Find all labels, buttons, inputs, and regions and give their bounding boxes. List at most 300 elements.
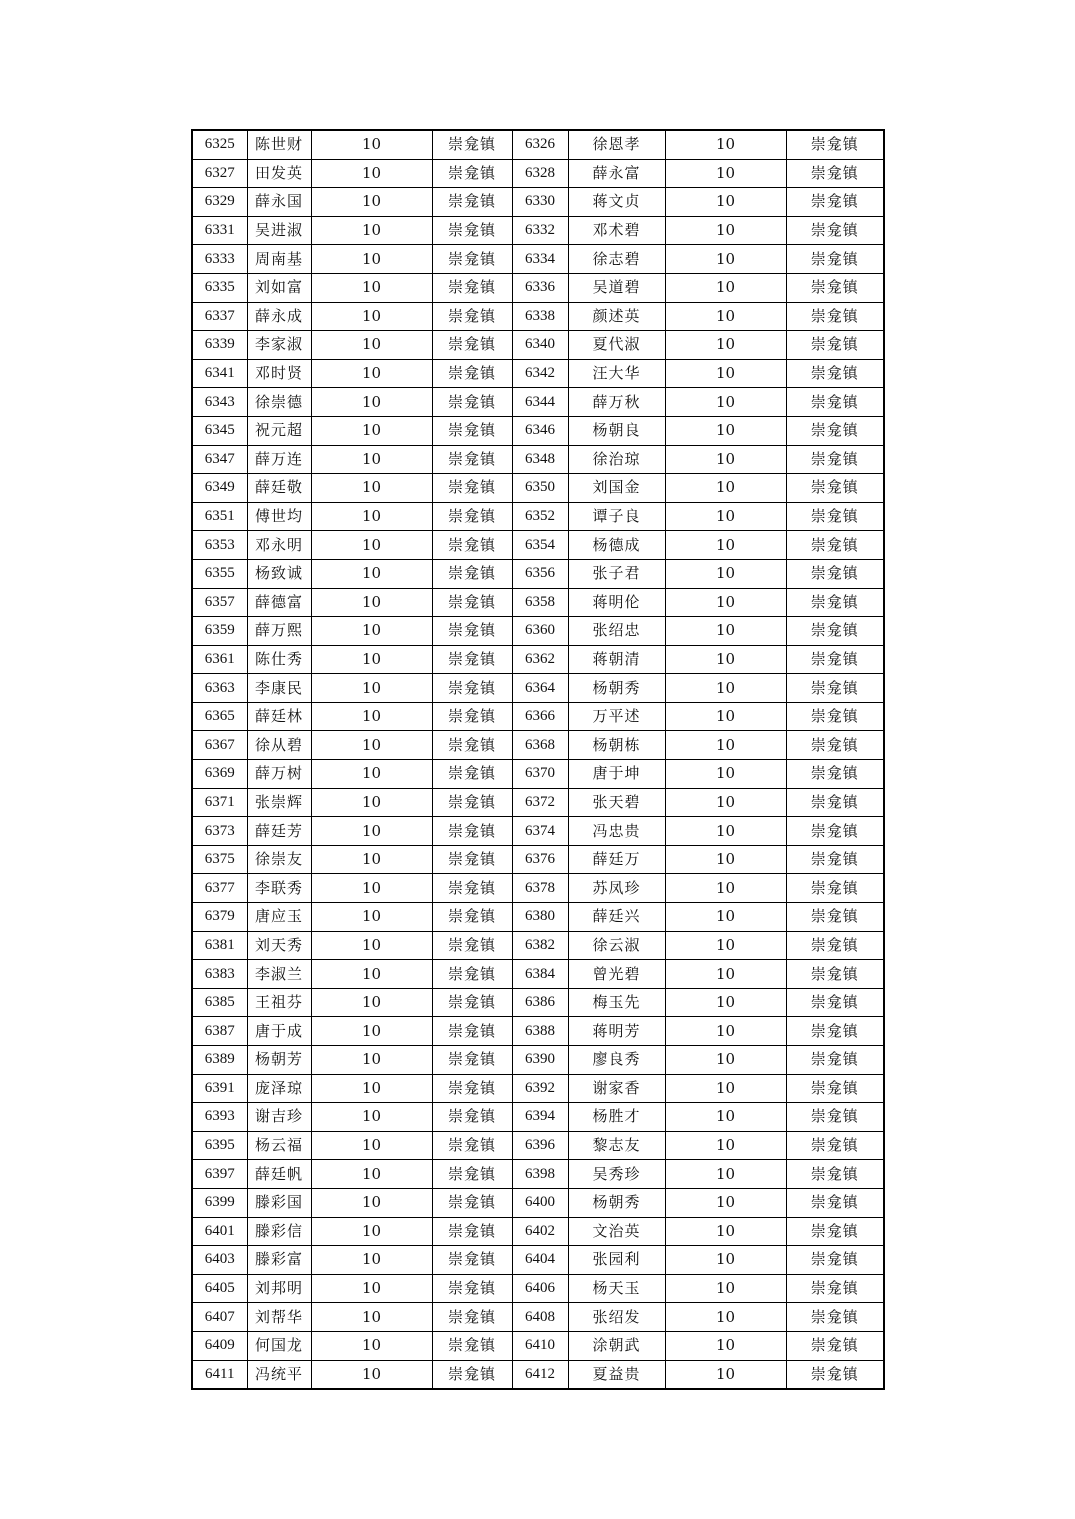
amount-cell: 10 [311,502,432,531]
amount-cell: 10 [665,416,786,445]
serial-number-cell: 6359 [192,617,247,646]
name-cell: 薛廷万 [568,845,665,874]
serial-number-cell: 6338 [512,302,568,331]
town-cell: 崇龛镇 [786,216,884,245]
town-cell: 崇龛镇 [432,1017,512,1046]
serial-number-cell: 6353 [192,531,247,560]
amount-cell: 10 [311,674,432,703]
amount-cell: 10 [311,588,432,617]
name-cell: 刘帮华 [247,1303,311,1332]
table-row [192,1160,884,1189]
serial-number-cell: 6396 [512,1131,568,1160]
town-cell: 崇龛镇 [786,1303,884,1332]
town-cell: 崇龛镇 [786,1017,884,1046]
name-cell: 廖良秀 [568,1046,665,1075]
town-cell: 崇龛镇 [432,817,512,846]
table-row [192,1274,884,1303]
table-row [192,1017,884,1046]
amount-cell: 10 [311,702,432,731]
amount-cell: 10 [311,559,432,588]
town-cell: 崇龛镇 [786,1274,884,1303]
amount-cell: 10 [665,388,786,417]
town-cell: 崇龛镇 [432,302,512,331]
amount-cell: 10 [665,216,786,245]
table-row [192,788,884,817]
town-cell: 崇龛镇 [786,617,884,646]
amount-cell: 10 [311,1131,432,1160]
town-cell: 崇龛镇 [432,1331,512,1360]
amount-cell: 10 [665,874,786,903]
name-cell: 谭子良 [568,502,665,531]
town-cell: 崇龛镇 [786,1074,884,1103]
amount-cell: 10 [311,245,432,274]
town-cell: 崇龛镇 [786,1160,884,1189]
amount-cell: 10 [311,1074,432,1103]
serial-number-cell: 6406 [512,1274,568,1303]
serial-number-cell: 6376 [512,845,568,874]
serial-number-cell: 6393 [192,1103,247,1132]
town-cell: 崇龛镇 [786,845,884,874]
town-cell: 崇龛镇 [432,1217,512,1246]
amount-cell: 10 [311,1160,432,1189]
town-cell: 崇龛镇 [786,559,884,588]
name-cell: 邓术碧 [568,216,665,245]
name-cell: 张园利 [568,1246,665,1275]
amount-cell: 10 [311,273,432,302]
town-cell: 崇龛镇 [786,588,884,617]
table-row [192,817,884,846]
serial-number-cell: 6379 [192,903,247,932]
amount-cell: 10 [311,1274,432,1303]
table-row [192,1074,884,1103]
serial-number-cell: 6401 [192,1217,247,1246]
name-cell: 滕彩信 [247,1217,311,1246]
name-cell: 滕彩富 [247,1246,311,1275]
name-cell: 冯统平 [247,1360,311,1389]
amount-cell: 10 [311,817,432,846]
amount-cell: 10 [665,1217,786,1246]
serial-number-cell: 6369 [192,760,247,789]
town-cell: 崇龛镇 [786,674,884,703]
serial-number-cell: 6405 [192,1274,247,1303]
town-cell: 崇龛镇 [786,1188,884,1217]
town-cell: 崇龛镇 [432,245,512,274]
amount-cell: 10 [311,531,432,560]
name-cell: 夏益贵 [568,1360,665,1389]
town-cell: 崇龛镇 [432,1046,512,1075]
amount-cell: 10 [311,788,432,817]
table-row [192,874,884,903]
table-row [192,1188,884,1217]
serial-number-cell: 6342 [512,359,568,388]
amount-cell: 10 [665,1160,786,1189]
name-cell: 杨云福 [247,1131,311,1160]
town-cell: 崇龛镇 [786,988,884,1017]
table-row [192,302,884,331]
serial-number-cell: 6404 [512,1246,568,1275]
table-row [192,988,884,1017]
amount-cell: 10 [665,731,786,760]
name-cell: 滕彩国 [247,1188,311,1217]
table-row [192,903,884,932]
serial-number-cell: 6335 [192,273,247,302]
amount-cell: 10 [311,903,432,932]
name-cell: 薛廷兴 [568,903,665,932]
town-cell: 崇龛镇 [432,874,512,903]
amount-cell: 10 [311,1103,432,1132]
name-cell: 陈仕秀 [247,645,311,674]
name-cell: 曾光碧 [568,960,665,989]
amount-cell: 10 [665,331,786,360]
town-cell: 崇龛镇 [786,645,884,674]
serial-number-cell: 6402 [512,1217,568,1246]
amount-cell: 10 [665,960,786,989]
town-cell: 崇龛镇 [432,645,512,674]
town-cell: 崇龛镇 [432,331,512,360]
serial-number-cell: 6333 [192,245,247,274]
serial-number-cell: 6395 [192,1131,247,1160]
serial-number-cell: 6347 [192,445,247,474]
table-row [192,559,884,588]
serial-number-cell: 6345 [192,416,247,445]
serial-number-cell: 6397 [192,1160,247,1189]
serial-number-cell: 6388 [512,1017,568,1046]
serial-number-cell: 6380 [512,903,568,932]
name-cell: 唐于坤 [568,760,665,789]
name-cell: 陈世财 [247,130,311,159]
amount-cell: 10 [665,1017,786,1046]
amount-cell: 10 [665,1131,786,1160]
town-cell: 崇龛镇 [432,1274,512,1303]
serial-number-cell: 6331 [192,216,247,245]
serial-number-cell: 6384 [512,960,568,989]
name-cell: 蒋文贞 [568,188,665,217]
town-cell: 崇龛镇 [432,588,512,617]
town-cell: 崇龛镇 [432,903,512,932]
table-row [192,331,884,360]
town-cell: 崇龛镇 [786,1103,884,1132]
town-cell: 崇龛镇 [432,731,512,760]
serial-number-cell: 6374 [512,817,568,846]
town-cell: 崇龛镇 [786,931,884,960]
name-cell: 杨胜才 [568,1103,665,1132]
table-row [192,130,884,159]
serial-number-cell: 6360 [512,617,568,646]
amount-cell: 10 [665,273,786,302]
table-row [192,1246,884,1275]
serial-number-cell: 6348 [512,445,568,474]
town-cell: 崇龛镇 [786,302,884,331]
town-cell: 崇龛镇 [786,960,884,989]
serial-number-cell: 6382 [512,931,568,960]
name-cell: 李家淑 [247,331,311,360]
name-cell: 薛永国 [247,188,311,217]
name-cell: 薛廷敬 [247,474,311,503]
serial-number-cell: 6399 [192,1188,247,1217]
name-cell: 邓时贤 [247,359,311,388]
name-cell: 梅玉先 [568,988,665,1017]
amount-cell: 10 [311,1331,432,1360]
name-cell: 薛廷帆 [247,1160,311,1189]
amount-cell: 10 [311,331,432,360]
amount-cell: 10 [665,474,786,503]
name-cell: 邓永明 [247,531,311,560]
amount-cell: 10 [665,588,786,617]
serial-number-cell: 6410 [512,1331,568,1360]
name-cell: 祝元超 [247,416,311,445]
serial-number-cell: 6378 [512,874,568,903]
name-cell: 刘如富 [247,273,311,302]
amount-cell: 10 [311,760,432,789]
amount-cell: 10 [311,416,432,445]
name-cell: 杨朝栋 [568,731,665,760]
serial-number-cell: 6385 [192,988,247,1017]
amount-cell: 10 [665,645,786,674]
name-cell: 杨德成 [568,531,665,560]
name-cell: 薛万树 [247,760,311,789]
amount-cell: 10 [665,845,786,874]
town-cell: 崇龛镇 [432,188,512,217]
serial-number-cell: 6372 [512,788,568,817]
name-cell: 何国龙 [247,1331,311,1360]
town-cell: 崇龛镇 [786,1046,884,1075]
amount-cell: 10 [665,617,786,646]
name-cell: 杨朝秀 [568,674,665,703]
name-cell: 杨朝秀 [568,1188,665,1217]
name-cell: 谢家香 [568,1074,665,1103]
amount-cell: 10 [665,188,786,217]
serial-number-cell: 6329 [192,188,247,217]
name-cell: 刘天秀 [247,931,311,960]
name-cell: 涂朝武 [568,1331,665,1360]
name-cell: 徐云淑 [568,931,665,960]
serial-number-cell: 6366 [512,702,568,731]
table-row [192,445,884,474]
town-cell: 崇龛镇 [786,1331,884,1360]
serial-number-cell: 6332 [512,216,568,245]
amount-cell: 10 [665,302,786,331]
table-row [192,531,884,560]
town-cell: 崇龛镇 [432,216,512,245]
amount-cell: 10 [311,474,432,503]
town-cell: 崇龛镇 [432,445,512,474]
name-cell: 杨朝芳 [247,1046,311,1075]
amount-cell: 10 [311,1303,432,1332]
serial-number-cell: 6346 [512,416,568,445]
name-cell: 薛万连 [247,445,311,474]
amount-cell: 10 [311,845,432,874]
name-cell: 傅世均 [247,502,311,531]
town-cell: 崇龛镇 [786,702,884,731]
serial-number-cell: 6364 [512,674,568,703]
table-row [192,245,884,274]
town-cell: 崇龛镇 [786,388,884,417]
town-cell: 崇龛镇 [432,474,512,503]
serial-number-cell: 6411 [192,1360,247,1389]
town-cell: 崇龛镇 [432,1303,512,1332]
serial-number-cell: 6328 [512,159,568,188]
serial-number-cell: 6407 [192,1303,247,1332]
town-cell: 崇龛镇 [786,788,884,817]
amount-cell: 10 [665,1046,786,1075]
table-row [192,1046,884,1075]
serial-number-cell: 6326 [512,130,568,159]
table-row [192,416,884,445]
amount-cell: 10 [311,216,432,245]
serial-number-cell: 6394 [512,1103,568,1132]
town-cell: 崇龛镇 [432,1160,512,1189]
name-cell: 薛万熙 [247,617,311,646]
amount-cell: 10 [665,702,786,731]
name-cell: 文治英 [568,1217,665,1246]
town-cell: 崇龛镇 [432,1188,512,1217]
name-cell: 薛永成 [247,302,311,331]
table-row [192,931,884,960]
amount-cell: 10 [311,617,432,646]
amount-cell: 10 [665,1103,786,1132]
town-cell: 崇龛镇 [786,1131,884,1160]
town-cell: 崇龛镇 [786,760,884,789]
name-cell: 李联秀 [247,874,311,903]
serial-number-cell: 6350 [512,474,568,503]
name-cell: 冯忠贵 [568,817,665,846]
town-cell: 崇龛镇 [432,617,512,646]
table-row [192,388,884,417]
amount-cell: 10 [311,645,432,674]
name-cell: 周南基 [247,245,311,274]
amount-cell: 10 [665,1274,786,1303]
serial-number-cell: 6386 [512,988,568,1017]
town-cell: 崇龛镇 [786,416,884,445]
table-row [192,674,884,703]
serial-number-cell: 6370 [512,760,568,789]
serial-number-cell: 6391 [192,1074,247,1103]
amount-cell: 10 [665,988,786,1017]
town-cell: 崇龛镇 [786,188,884,217]
table-row [192,960,884,989]
serial-number-cell: 6403 [192,1246,247,1275]
name-cell: 蒋明伦 [568,588,665,617]
name-cell: 颜述英 [568,302,665,331]
table-row [192,1131,884,1160]
amount-cell: 10 [665,130,786,159]
amount-cell: 10 [665,1246,786,1275]
name-cell: 徐崇友 [247,845,311,874]
table-row [192,731,884,760]
amount-cell: 10 [311,1217,432,1246]
serial-number-cell: 6362 [512,645,568,674]
amount-cell: 10 [665,760,786,789]
amount-cell: 10 [665,159,786,188]
amount-cell: 10 [665,502,786,531]
town-cell: 崇龛镇 [432,760,512,789]
serial-number-cell: 6344 [512,388,568,417]
serial-number-cell: 6375 [192,845,247,874]
amount-cell: 10 [665,1303,786,1332]
amount-cell: 10 [311,931,432,960]
amount-cell: 10 [665,445,786,474]
town-cell: 崇龛镇 [432,845,512,874]
serial-number-cell: 6351 [192,502,247,531]
name-cell: 薛永富 [568,159,665,188]
roster-table [191,129,885,1390]
serial-number-cell: 6390 [512,1046,568,1075]
serial-number-cell: 6398 [512,1160,568,1189]
table-row [192,474,884,503]
name-cell: 徐恩孝 [568,130,665,159]
serial-number-cell: 6325 [192,130,247,159]
town-cell: 崇龛镇 [432,1074,512,1103]
amount-cell: 10 [665,559,786,588]
town-cell: 崇龛镇 [432,1360,512,1389]
name-cell: 田发英 [247,159,311,188]
town-cell: 崇龛镇 [432,502,512,531]
name-cell: 张崇辉 [247,788,311,817]
table-row [192,1303,884,1332]
serial-number-cell: 6354 [512,531,568,560]
amount-cell: 10 [311,1046,432,1075]
serial-number-cell: 6352 [512,502,568,531]
table-row [192,1103,884,1132]
town-cell: 崇龛镇 [786,1360,884,1389]
table-row [192,273,884,302]
name-cell: 李康民 [247,674,311,703]
name-cell: 杨天玉 [568,1274,665,1303]
amount-cell: 10 [311,1017,432,1046]
serial-number-cell: 6357 [192,588,247,617]
serial-number-cell: 6377 [192,874,247,903]
town-cell: 崇龛镇 [432,1103,512,1132]
amount-cell: 10 [665,1074,786,1103]
town-cell: 崇龛镇 [432,416,512,445]
amount-cell: 10 [311,731,432,760]
name-cell: 万平述 [568,702,665,731]
serial-number-cell: 6327 [192,159,247,188]
name-cell: 夏代淑 [568,331,665,360]
town-cell: 崇龛镇 [432,531,512,560]
table-row [192,1331,884,1360]
amount-cell: 10 [311,388,432,417]
town-cell: 崇龛镇 [786,531,884,560]
serial-number-cell: 6358 [512,588,568,617]
table-row [192,617,884,646]
table-row [192,702,884,731]
town-cell: 崇龛镇 [432,1246,512,1275]
town-cell: 崇龛镇 [786,502,884,531]
name-cell: 刘邦明 [247,1274,311,1303]
town-cell: 崇龛镇 [786,874,884,903]
table-row [192,188,884,217]
table-row [192,359,884,388]
amount-cell: 10 [665,1360,786,1389]
serial-number-cell: 6340 [512,331,568,360]
amount-cell: 10 [311,960,432,989]
town-cell: 崇龛镇 [786,1246,884,1275]
amount-cell: 10 [665,788,786,817]
amount-cell: 10 [665,817,786,846]
serial-number-cell: 6408 [512,1303,568,1332]
name-cell: 薛廷林 [247,702,311,731]
name-cell: 杨朝良 [568,416,665,445]
table-row [192,588,884,617]
town-cell: 崇龛镇 [432,960,512,989]
name-cell: 薛廷芳 [247,817,311,846]
serial-number-cell: 6337 [192,302,247,331]
town-cell: 崇龛镇 [786,359,884,388]
town-cell: 崇龛镇 [786,474,884,503]
serial-number-cell: 6343 [192,388,247,417]
name-cell: 蒋朝清 [568,645,665,674]
